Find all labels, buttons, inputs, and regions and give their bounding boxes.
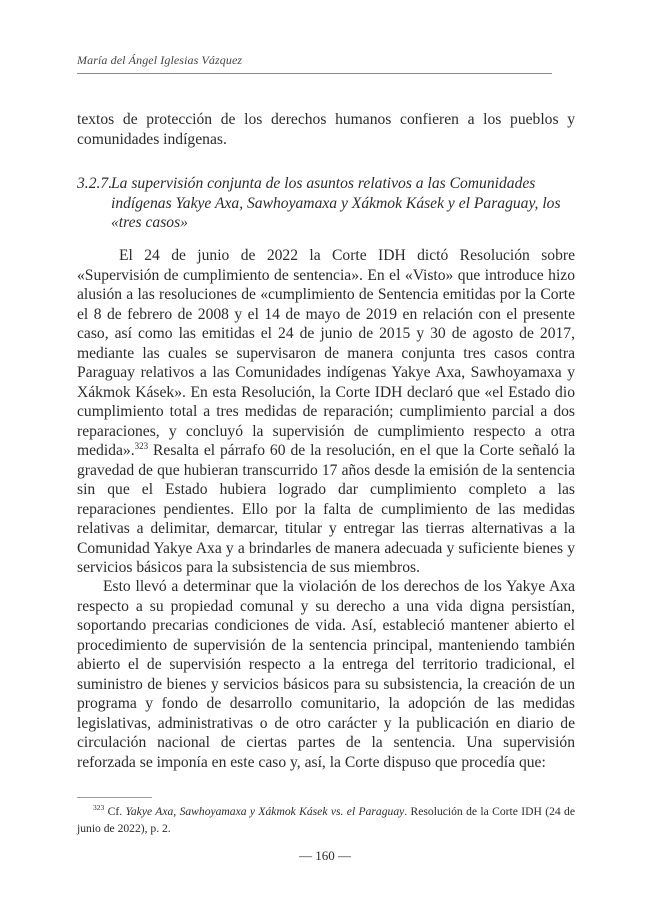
footnote-case-name: Yakye Axa, Sawhoyamaxa y Xákmok Kásek bbox=[125, 805, 328, 818]
section-number: 3.2.7. bbox=[77, 175, 113, 192]
footnote-rule bbox=[77, 797, 152, 798]
section-heading bbox=[77, 174, 575, 233]
footnote bbox=[77, 803, 575, 837]
footnote-rest: . Resolución de la Corte IDH (24 de junio de 2022), p. 2. bbox=[77, 805, 575, 835]
footnote-number: 323 bbox=[93, 803, 105, 813]
page-number: — 160 — bbox=[299, 848, 351, 863]
paragraph-2: Esto llevó a determinar que la violación de los derechos de los Yakye Axa respecto a su propiedad comunal y su derecho a una vida digna persistían, soportando precarias condiciones de vida. Así, estableció mantener abierto el procedimiento de supervisión de la sentencia principal, manteniendo también abierto el de supervisión respecto a la entrega del territorio tradicional, el suministro de bienes y servicios básicos para su subsistencia, la creación de un programa y fondo de desarrollo comunitario, la adopción de las medidas legislativas, administrativas o de otro carácter y la publicación en diario de circulación nacional de ciertas partes de la sentencia. Una supervisión reforzada se imponía en este caso y, así, la Corte dispuso que procedía que: bbox=[77, 578, 575, 771]
footnote-prefix: Cf. bbox=[107, 805, 126, 818]
paragraph-1 bbox=[77, 246, 575, 578]
paragraph-1-part-a: El 24 de junio de 2022 la Corte IDH dictó Resolución sobre «Supervisión de cumplimiento de sentencia». En el «Visto» que introduce hizo alusión a las resoluciones de «cumplimiento de Sentencia emitidas por la Corte el 8 de febrero de 2008 y el 14 de mayo de 2019 en relación con el presente caso, así como las emitidas el 24 de junio de 2015 y 30 de agosto de 2017, mediante las cuales se supervisaron de manera conjunta tres casos contra Paraguay relativos a las Comunidades indígenas Yakye Axa, Sawhoyamaxa y Xákmok Kásek». En esta Resolución, la Corte IDH declaró que «el Estado dio cumplimiento total a tres medidas de reparación; cumplimiento parcial a dos reparaciones, y concluyó la supervisión de cumplimiento respecto a otra medida». bbox=[77, 247, 575, 459]
footnote-reference[interactable]: 323 bbox=[134, 440, 149, 451]
paragraph-1-part-b: Resalta el párrafo 60 de la resolución, en el que la Corte señaló la gravedad de que hubieran transcurrido 17 años desde la emisión de la sentencia sin que el Estado hubiera logrado dar cumplimiento completo a las reparaciones pendientes. Ello por la falta de cumplimiento de las medidas relativas a delimitar, demarcar, titular y entregar las tierras alternativas a la Comunidad Yakye Axa y a brindarles de manera adecuada y suficiente bienes y servicios básicos para la subsistencia de sus miembros. bbox=[77, 442, 575, 576]
section-title: La supervisión conjunta de los asuntos relativos a las Comunidades indígenas Yakye Axa, Sawhoyamaxa y Xákmok Kásek y el Paraguay, los «tres casos» bbox=[111, 175, 561, 231]
running-head: María del Ángel Iglesias Vázquez bbox=[77, 53, 243, 67]
header-rule bbox=[77, 73, 552, 74]
footnote-party: el Paraguay bbox=[346, 805, 405, 818]
footnote-vs: vs. bbox=[330, 805, 344, 818]
paragraph-continued: textos de protección de los derechos humanos confieren a los pueblos y comunidades indígenas. bbox=[77, 111, 575, 148]
